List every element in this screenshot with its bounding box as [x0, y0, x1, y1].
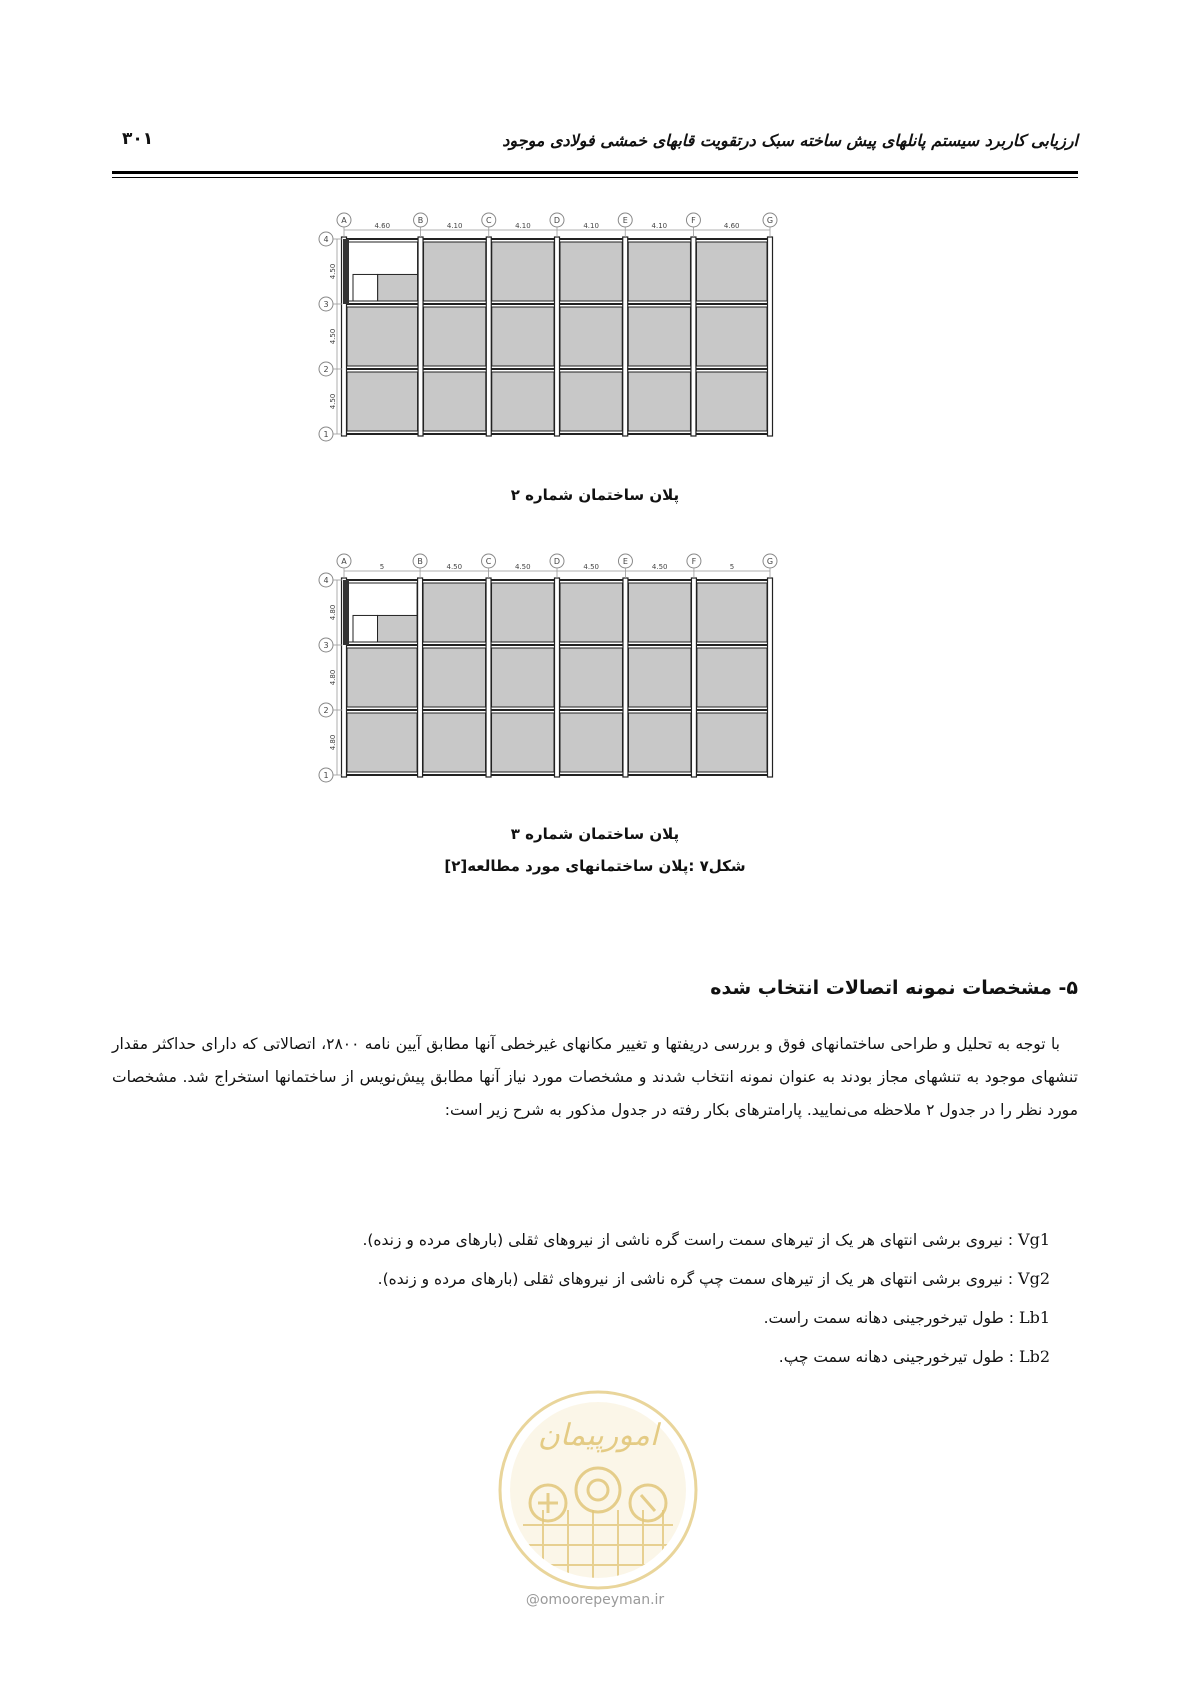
- definition-item: [290, 1220, 1050, 1259]
- grid-label: B: [417, 216, 424, 225]
- plan-panel: [492, 242, 554, 301]
- grid-label: G: [766, 216, 774, 225]
- definition-item: [290, 1259, 1050, 1298]
- paragraph-text: با توجه به تحلیل و طراحی ساختمانهای فوق و بررسی دریفتها و تغییر مکانهای غیرخطی آنها مطابق آیین نامه ۲۸۰۰، اتصالاتی که دارای حداکثر مقدار تنشهای موجود به تنشهای مجاز بودند به عنوان نمونه انتخاب شدند و مشخصات مورد نیاز آنها مطابق پیش‌نویس از ساختمانها استخراج شد. مشخصات مورد نظر را در جدول ۲ ملاحظه می‌نمایید. پارامترهای بکار رفته در جدول مذکور به شرح زیر است:: [112, 1035, 1078, 1119]
- dimension-label: 4.80: [329, 734, 337, 751]
- definition-text: : طول تیرخورجینی دهانه سمت چپ.: [778, 1348, 1019, 1366]
- definition-text: : نیروی برشی انتهای هر یک از تیرهای سمت راست گره ناشی از نیروهای ثقلی (بارهای مرده و زنده).: [362, 1231, 1019, 1249]
- grid-column: [555, 578, 560, 777]
- dimension-label: 4.50: [446, 563, 463, 571]
- grid-label: D: [553, 216, 561, 225]
- definition-symbol: Vg1: [1018, 1230, 1050, 1249]
- dimension-label: 4.50: [651, 563, 668, 571]
- grid-column: [691, 237, 696, 436]
- plan-panel: [492, 648, 554, 707]
- definition-item: [290, 1337, 1050, 1376]
- plan-panel: [347, 372, 418, 431]
- grid-label: C: [485, 557, 492, 566]
- grid-label: 2: [323, 706, 329, 715]
- plan-panel: [696, 372, 767, 431]
- grid-label: A: [341, 216, 347, 225]
- plan-panel: [696, 242, 767, 301]
- plan-panel: [628, 583, 690, 642]
- plan-panel: [423, 713, 485, 772]
- grid-label: A: [341, 557, 347, 566]
- plan-panel: [347, 307, 418, 366]
- dimension-label: 4.50: [514, 563, 531, 571]
- grid-column: [486, 237, 491, 436]
- plan-panel: [347, 713, 417, 772]
- definition-item: [290, 1298, 1050, 1337]
- dimension-label: 4.50: [329, 393, 337, 410]
- definition-text: : طول تیرخورجینی دهانه سمت راست.: [763, 1309, 1019, 1327]
- definition-text: : نیروی برشی انتهای هر یک از تیرهای سمت چپ گره ناشی از نیروهای ثقلی (بارهای مرده و زنده).: [377, 1270, 1019, 1288]
- definition-symbol: Lb1: [1018, 1308, 1050, 1327]
- dimension-label: 4.10: [583, 222, 599, 230]
- plan-panel: [424, 372, 486, 431]
- plan-panel: [628, 307, 690, 366]
- dimension-label: 4.80: [329, 604, 337, 621]
- plan-panel: [492, 372, 554, 431]
- grid-column: [486, 578, 491, 777]
- plan-panel: [560, 648, 622, 707]
- grid-column: [768, 237, 773, 436]
- plan-panel: [628, 713, 690, 772]
- dimension-label: 4.10: [446, 222, 463, 230]
- plan-panel: [492, 713, 554, 772]
- plan-panel: [697, 648, 767, 707]
- plan-panel: [560, 307, 622, 366]
- dimension-label: 4.10: [515, 222, 531, 230]
- grid-label: D: [553, 557, 561, 566]
- header-rule-thick: [112, 171, 1078, 174]
- plan-panel: [697, 583, 767, 642]
- page-header: [112, 125, 1078, 165]
- grid-column: [418, 237, 423, 436]
- plan-panel: [696, 307, 767, 366]
- dimension-label: 4.80: [329, 669, 337, 686]
- definition-symbol: Vg2: [1018, 1269, 1050, 1288]
- dimension-label: 5: [729, 563, 735, 571]
- stair-landing: [353, 615, 378, 642]
- watermark-site: @omoorepeyman.ir: [525, 1592, 665, 1608]
- plan-drawing-building-3: [318, 553, 858, 813]
- dimension-label: 4.10: [651, 222, 668, 230]
- plan-panel: [423, 583, 485, 642]
- grid-label: B: [417, 557, 423, 566]
- grid-label: C: [485, 216, 492, 225]
- grid-label: E: [622, 216, 628, 225]
- stair-landing: [353, 274, 378, 301]
- plan-caption-building-3: پلان ساختمان شماره ۳: [510, 825, 680, 843]
- dimension-label: 4.50: [329, 263, 337, 280]
- dimension-label: 4.60: [374, 222, 391, 230]
- grid-label: 1: [323, 430, 329, 439]
- header-rule-thin: [112, 177, 1078, 178]
- plan-panel: [560, 583, 622, 642]
- parameter-definitions: [290, 1220, 1050, 1376]
- grid-label: G: [766, 557, 774, 566]
- plan-caption-building-2: پلان ساختمان شماره ۲: [510, 486, 680, 504]
- shear-wall: [343, 239, 349, 304]
- stair-flight: [378, 274, 418, 301]
- grid-column: [623, 237, 628, 436]
- grid-label: 1: [323, 771, 329, 780]
- plan-panel: [560, 372, 622, 431]
- plan-panel: [424, 242, 486, 301]
- grid-column: [555, 237, 560, 436]
- grid-label: 3: [323, 641, 329, 650]
- plan-panel: [628, 372, 690, 431]
- stair-flight: [378, 615, 418, 642]
- plan-panel: [697, 713, 767, 772]
- section-heading: ۵- مشخصات نمونه اتصالات انتخاب شده: [710, 977, 1078, 999]
- plan-panel: [560, 242, 622, 301]
- grid-label: 2: [323, 365, 329, 374]
- plan-panel: [492, 583, 554, 642]
- plan-panel: [560, 713, 622, 772]
- grid-column: [768, 578, 773, 777]
- grid-label: 3: [323, 300, 329, 309]
- plan-panel: [628, 242, 690, 301]
- watermark-logo-text: امورپیمان: [537, 1418, 659, 1453]
- dimension-label: 4.60: [723, 222, 740, 230]
- dimension-label: 5: [379, 563, 385, 571]
- page-number: ۳۰۱: [122, 129, 154, 149]
- grid-label: F: [691, 216, 696, 225]
- grid-column: [623, 578, 628, 777]
- dimension-label: 4.50: [583, 563, 600, 571]
- grid-column: [418, 578, 423, 777]
- dimension-label: 4.50: [329, 328, 337, 345]
- plan-drawing-building-2: [318, 212, 858, 472]
- plan-panel: [424, 307, 486, 366]
- grid-column: [691, 578, 696, 777]
- shear-wall: [343, 580, 349, 645]
- watermark-logo: [493, 1385, 703, 1595]
- plan-panel: [492, 307, 554, 366]
- plan-panel: [423, 648, 485, 707]
- figure-caption: شکل۷ :پلان ساختمانهای مورد مطالعه[۲]: [444, 857, 746, 875]
- grid-label: E: [622, 557, 628, 566]
- plan-panel: [347, 648, 417, 707]
- grid-label: 4: [323, 235, 329, 244]
- grid-label: 4: [323, 576, 329, 585]
- body-paragraph: [112, 1028, 1078, 1127]
- running-title: ارزیابی کاربرد سیستم پانلهای پیش ساخته سبک درتقویت قابهای خمشی فولادی موجود: [502, 131, 1078, 150]
- grid-label: F: [691, 557, 697, 566]
- plan-panel: [628, 648, 690, 707]
- definition-symbol: Lb2: [1018, 1347, 1050, 1366]
